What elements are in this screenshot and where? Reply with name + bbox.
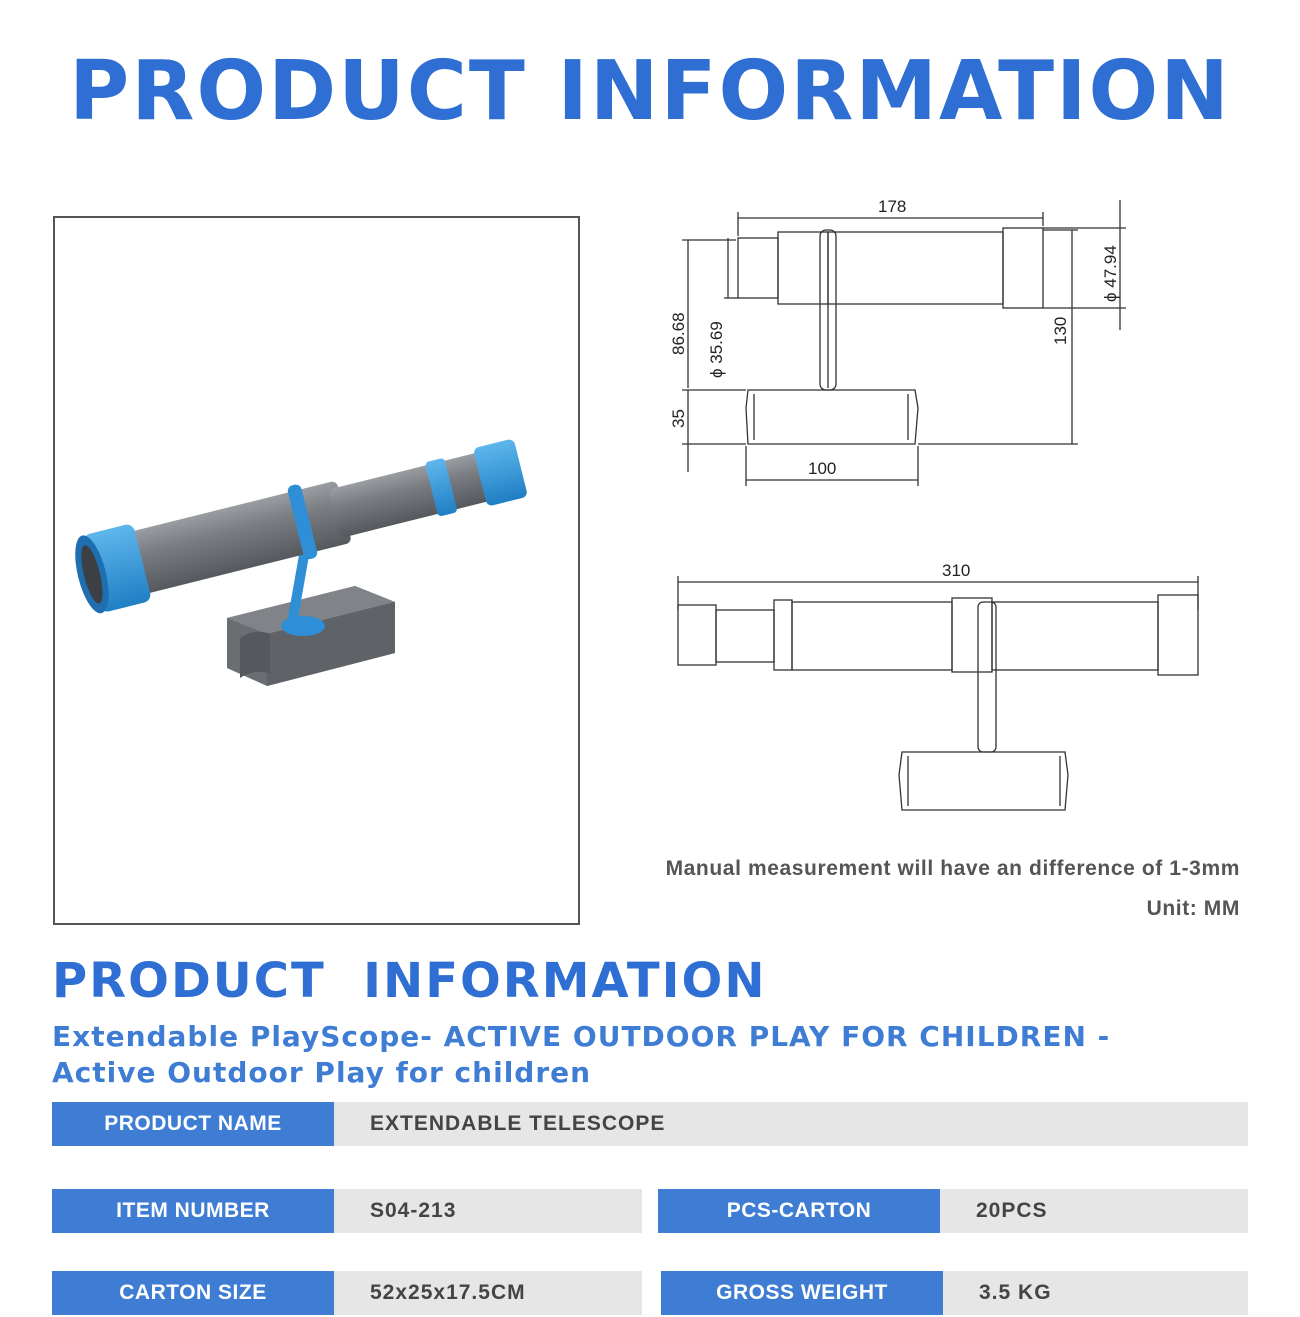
dim-178: 178 [878, 197, 907, 216]
dim-diameter-35-69: ϕ 35.69 [707, 321, 726, 378]
product-name-label: PRODUCT NAME [52, 1102, 334, 1146]
pcs-carton-value: 20PCS [940, 1189, 1248, 1233]
section-title: PRODUCT INFORMATION [52, 953, 767, 1009]
technical-drawing [620, 190, 1260, 850]
dim-86-68: 86.68 [669, 312, 688, 355]
dim-310: 310 [942, 561, 971, 580]
item-number-value: S04-213 [334, 1189, 642, 1233]
telescope-illustration [55, 218, 582, 927]
subtitle-line-1: Extendable PlayScope- ACTIVE OUTDOOR PLAY FOR CHILDREN - [52, 1020, 1111, 1053]
item-number-label: ITEM NUMBER [52, 1189, 334, 1233]
gross-weight-value: 3.5 KG [943, 1271, 1248, 1315]
subtitle-line-2: Active Outdoor Play for children [52, 1056, 592, 1089]
product-name-value: EXTENDABLE TELESCOPE [334, 1102, 1248, 1146]
dim-35: 35 [669, 409, 688, 428]
dim-130: 130 [1051, 316, 1070, 345]
carton-size-label: CARTON SIZE [52, 1271, 334, 1315]
carton-size-value: 52x25x17.5CM [334, 1271, 642, 1315]
page-title: PRODUCT INFORMATION [69, 44, 1231, 139]
gross-weight-label: GROSS WEIGHT [661, 1271, 943, 1315]
unit-note: Unit: MM [1146, 897, 1240, 920]
front-view [678, 576, 1198, 810]
dim-diameter-47-94: ϕ 47.94 [1101, 245, 1120, 302]
measurement-note: Manual measurement will have an difference of 1-3mm [665, 857, 1240, 880]
pcs-carton-label: PCS-CARTON [658, 1189, 940, 1233]
dim-100: 100 [808, 459, 837, 478]
product-photo-frame [53, 216, 580, 925]
